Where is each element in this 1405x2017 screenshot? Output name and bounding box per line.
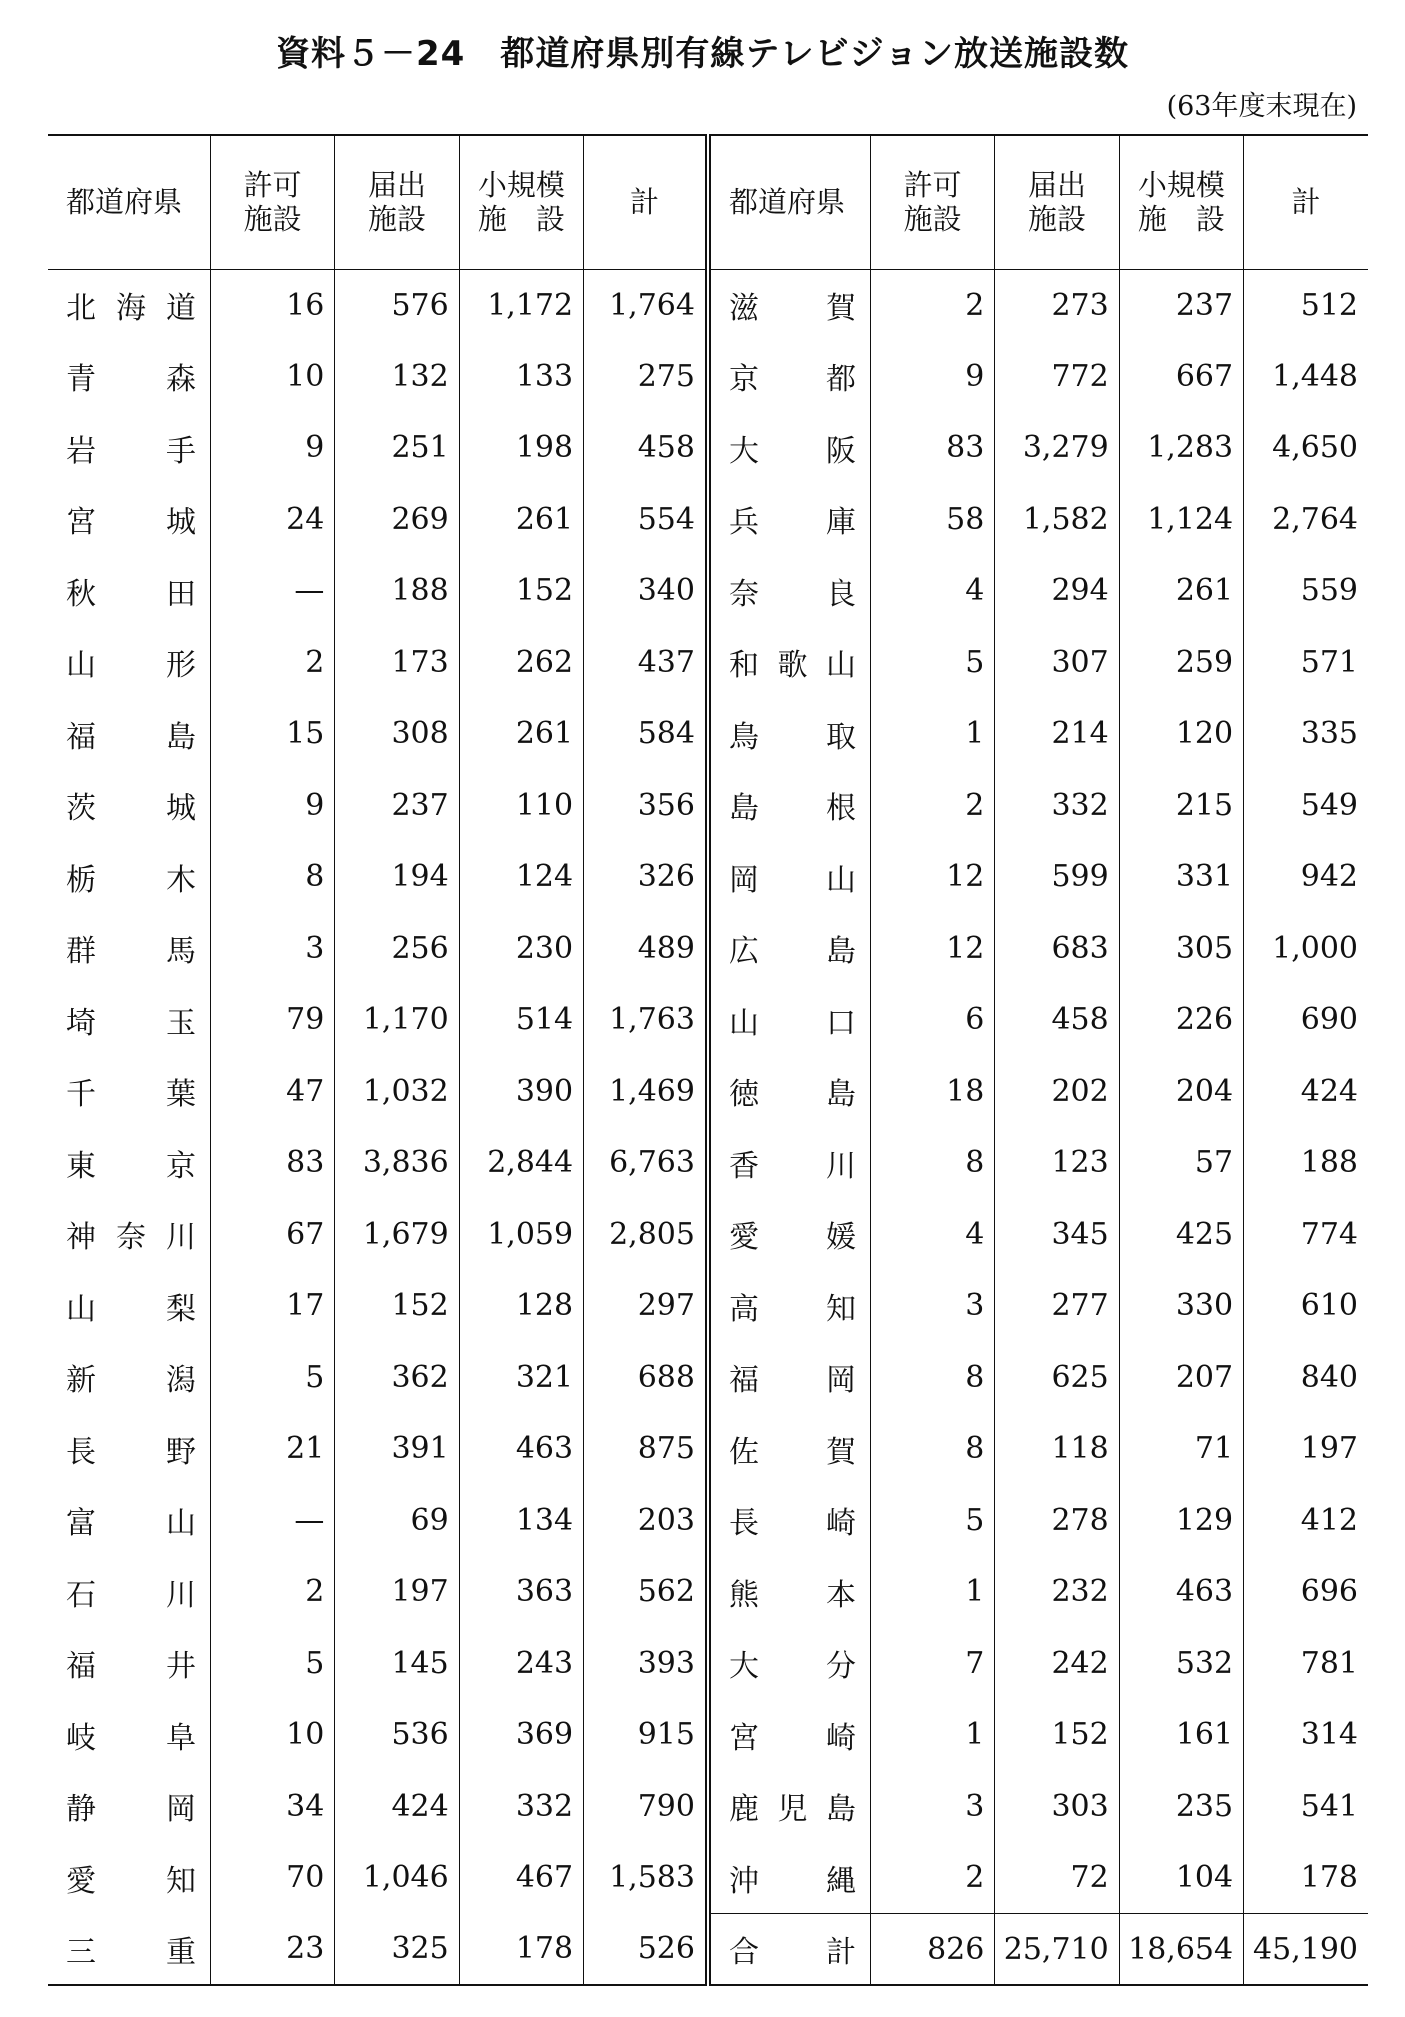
licensed-cell: 2 [210,1556,334,1628]
table-row [48,1485,1368,1557]
prefecture-cell: 福井 [66,1649,196,1685]
notified-cell: 273 [995,269,1119,341]
notified-cell: 345 [995,1199,1119,1271]
licensed-cell: 6 [870,984,994,1056]
prefecture-cell: 岩手 [66,433,196,469]
small-scale-cell: 667 [1119,341,1243,413]
small-scale-cell: 331 [1119,841,1243,913]
prefecture-cell: 合計 [708,1914,870,1986]
small-scale-cell: 110 [459,770,583,842]
prefecture-cell: 青森 [66,362,196,398]
licensed-cell: 5 [870,1485,994,1557]
prefecture-cell: 山梨 [66,1291,196,1327]
licensed-cell: 9 [870,341,994,413]
small-scale-cell: 134 [459,1485,583,1557]
prefecture-cell: 鳥取 [708,698,870,770]
small-scale-cell: 514 [459,984,583,1056]
table-row [48,1056,1368,1128]
notified-cell: 683 [995,913,1119,985]
licensed-cell: 5 [210,1342,334,1414]
total-cell: 203 [584,1485,708,1557]
notified-cell: 362 [335,1342,459,1414]
prefecture-cell: 石川 [66,1577,196,1613]
licensed-cell: 8 [870,1342,994,1414]
total-cell: 526 [584,1914,708,1986]
prefecture-cell: 埼玉 [66,1005,196,1041]
small-scale-cell: 463 [459,1413,583,1485]
cable-tv-facilities-table [48,134,1368,1986]
table-row [48,770,1368,842]
notified-cell: 458 [995,984,1119,1056]
notified-cell: 294 [995,555,1119,627]
small-scale-cell: 532 [1119,1628,1243,1700]
prefecture-cell: 大分 [708,1628,870,1700]
licensed-cell: 1 [870,1556,994,1628]
prefecture-cell: 愛媛 [708,1199,870,1271]
notified-cell: 237 [335,770,459,842]
notified-cell: 188 [335,555,459,627]
licensed-cell: 67 [210,1199,334,1271]
page-title: 資料５－24 都道府県別有線テレビジョン放送施設数 [276,34,1129,74]
total-cell: 942 [1244,841,1368,913]
notified-cell: 256 [335,913,459,985]
notified-cell: 1,582 [995,484,1119,556]
total-cell: 393 [584,1628,708,1700]
licensed-cell: 9 [210,770,334,842]
small-scale-cell: 128 [459,1270,583,1342]
small-scale-cell: 261 [459,484,583,556]
small-scale-cell: 18,654 [1119,1914,1243,1986]
notified-cell: 536 [335,1699,459,1771]
licensed-cell: 83 [870,412,994,484]
total-cell: 571 [1244,627,1368,699]
small-scale-cell: 230 [459,913,583,985]
table-row [48,1556,1368,1628]
table-row [48,341,1368,413]
notified-cell: 145 [335,1628,459,1700]
prefecture-cell: 熊本 [708,1556,870,1628]
prefecture-cell: 大阪 [708,412,870,484]
total-cell: 610 [1244,1270,1368,1342]
table-row [48,984,1368,1056]
licensed-cell: 24 [210,484,334,556]
small-scale-cell: 390 [459,1056,583,1128]
prefecture-cell: 高知 [708,1270,870,1342]
prefecture-cell: 山口 [708,984,870,1056]
notified-cell: 69 [335,1485,459,1557]
total-cell: 781 [1244,1628,1368,1700]
licensed-cell: 2 [210,627,334,699]
total-cell: 875 [584,1413,708,1485]
small-scale-cell: 198 [459,412,583,484]
notified-cell: 391 [335,1413,459,1485]
notified-cell: 332 [995,770,1119,842]
licensed-cell: 4 [870,1199,994,1271]
header-total: 計 [1244,135,1368,269]
prefecture-cell: 千葉 [66,1077,196,1113]
prefecture-cell: 山形 [66,648,196,684]
notified-cell: 251 [335,412,459,484]
prefecture-cell: 静岡 [66,1792,196,1828]
licensed-cell: 21 [210,1413,334,1485]
licensed-cell: 70 [210,1842,334,1914]
licensed-cell: — [210,555,334,627]
licensed-cell: 8 [210,841,334,913]
small-scale-cell: 1,172 [459,269,583,341]
total-cell: 1,448 [1244,341,1368,413]
small-scale-cell: 237 [1119,269,1243,341]
small-scale-cell: 226 [1119,984,1243,1056]
table-header [48,135,1368,269]
prefecture-cell: 京都 [708,341,870,413]
prefecture-cell: 福島 [66,719,196,755]
licensed-cell: 23 [210,1914,334,1986]
small-scale-cell: 305 [1119,913,1243,985]
total-cell: 562 [584,1556,708,1628]
licensed-cell: 1 [870,1699,994,1771]
small-scale-cell: 243 [459,1628,583,1700]
header-small-scale: 小規模 施 設 [459,135,583,269]
notified-cell: 625 [995,1342,1119,1414]
table-row [48,1127,1368,1199]
header-small-scale: 小規模 施 設 [1119,135,1243,269]
table-row [48,1413,1368,1485]
as-of-note: (63年度末現在) [1166,91,1357,122]
header-licensed: 許可 施設 [210,135,334,269]
prefecture-cell: 東京 [66,1148,196,1184]
header-notified: 届出 施設 [995,135,1119,269]
total-cell: 512 [1244,269,1368,341]
table-row [48,484,1368,556]
total-cell: 45,190 [1244,1914,1368,1986]
prefecture-cell: 北海道 [66,291,196,326]
licensed-cell: 1 [870,698,994,770]
small-scale-cell: 1,283 [1119,412,1243,484]
total-cell: 696 [1244,1556,1368,1628]
table-row [48,913,1368,985]
licensed-cell: 826 [870,1914,994,1986]
prefecture-cell: 兵庫 [708,484,870,556]
table-row [48,627,1368,699]
prefecture-cell: 島根 [708,770,870,842]
licensed-cell: 58 [870,484,994,556]
total-cell: 6,763 [584,1127,708,1199]
licensed-cell: 3 [870,1270,994,1342]
notified-cell: 242 [995,1628,1119,1700]
notified-cell: 152 [335,1270,459,1342]
licensed-cell: 8 [870,1413,994,1485]
small-scale-cell: 262 [459,627,583,699]
notified-cell: 277 [995,1270,1119,1342]
small-scale-cell: 363 [459,1556,583,1628]
table-row [48,1914,1368,1986]
small-scale-cell: 215 [1119,770,1243,842]
small-scale-cell: 1,124 [1119,484,1243,556]
licensed-cell: 12 [870,913,994,985]
total-cell: 178 [1244,1842,1368,1914]
table-row [48,1628,1368,1700]
prefecture-cell: 長野 [66,1434,196,1470]
total-cell: 541 [1244,1771,1368,1843]
small-scale-cell: 133 [459,341,583,413]
prefecture-cell: 宮城 [66,505,196,541]
small-scale-cell: 467 [459,1842,583,1914]
table-row [48,1270,1368,1342]
prefecture-cell: 愛知 [66,1863,196,1899]
licensed-cell: — [210,1485,334,1557]
table-row [48,412,1368,484]
prefecture-cell: 長崎 [708,1485,870,1557]
table-row [48,555,1368,627]
header-prefecture: 都道府県 [708,135,870,269]
notified-cell: 424 [335,1771,459,1843]
notified-cell: 1,679 [335,1199,459,1271]
total-cell: 458 [584,412,708,484]
notified-cell: 25,710 [995,1914,1119,1986]
notified-cell: 197 [335,1556,459,1628]
licensed-cell: 7 [870,1628,994,1700]
licensed-cell: 34 [210,1771,334,1843]
notified-cell: 3,279 [995,412,1119,484]
notified-cell: 278 [995,1485,1119,1557]
total-cell: 489 [584,913,708,985]
table-row [48,1199,1368,1271]
small-scale-cell: 332 [459,1771,583,1843]
licensed-cell: 3 [870,1771,994,1843]
licensed-cell: 15 [210,698,334,770]
small-scale-cell: 124 [459,841,583,913]
licensed-cell: 8 [870,1127,994,1199]
small-scale-cell: 204 [1119,1056,1243,1128]
notified-cell: 232 [995,1556,1119,1628]
prefecture-cell: 宮崎 [708,1699,870,1771]
total-cell: 1,764 [584,269,708,341]
licensed-cell: 16 [210,269,334,341]
licensed-cell: 10 [210,1699,334,1771]
total-cell: 314 [1244,1699,1368,1771]
small-scale-cell: 261 [459,698,583,770]
notified-cell: 303 [995,1771,1119,1843]
table-row [48,1771,1368,1843]
prefecture-cell: 岡山 [708,841,870,913]
licensed-cell: 2 [870,269,994,341]
prefecture-cell: 徳島 [708,1056,870,1128]
table-body [48,269,1368,1985]
total-cell: 437 [584,627,708,699]
licensed-cell: 5 [870,627,994,699]
notified-cell: 202 [995,1056,1119,1128]
total-cell: 2,805 [584,1199,708,1271]
total-cell: 1,000 [1244,913,1368,985]
notified-cell: 194 [335,841,459,913]
total-cell: 326 [584,841,708,913]
small-scale-cell: 120 [1119,698,1243,770]
prefecture-cell: 広島 [708,913,870,985]
notified-cell: 123 [995,1127,1119,1199]
table-row [48,841,1368,913]
licensed-cell: 47 [210,1056,334,1128]
table-row [48,698,1368,770]
licensed-cell: 79 [210,984,334,1056]
header-total: 計 [584,135,708,269]
total-cell: 297 [584,1270,708,1342]
notified-cell: 599 [995,841,1119,913]
notified-cell: 214 [995,698,1119,770]
notified-cell: 576 [335,269,459,341]
total-cell: 424 [1244,1056,1368,1128]
small-scale-cell: 71 [1119,1413,1243,1485]
small-scale-cell: 259 [1119,627,1243,699]
small-scale-cell: 330 [1119,1270,1243,1342]
total-cell: 2,764 [1244,484,1368,556]
licensed-cell: 2 [870,770,994,842]
notified-cell: 72 [995,1842,1119,1914]
small-scale-cell: 2,844 [459,1127,583,1199]
notified-cell: 308 [335,698,459,770]
small-scale-cell: 425 [1119,1199,1243,1271]
prefecture-cell: 栃木 [66,862,196,898]
prefecture-cell: 岐阜 [66,1720,196,1756]
licensed-cell: 17 [210,1270,334,1342]
small-scale-cell: 152 [459,555,583,627]
notified-cell: 118 [995,1413,1119,1485]
total-cell: 188 [1244,1127,1368,1199]
total-cell: 790 [584,1771,708,1843]
total-cell: 4,650 [1244,412,1368,484]
notified-cell: 1,170 [335,984,459,1056]
prefecture-cell: 神奈川 [66,1220,196,1256]
total-cell: 840 [1244,1342,1368,1414]
small-scale-cell: 235 [1119,1771,1243,1843]
licensed-cell: 5 [210,1628,334,1700]
small-scale-cell: 261 [1119,555,1243,627]
licensed-cell: 9 [210,412,334,484]
prefecture-cell: 佐賀 [708,1413,870,1485]
header-licensed: 許可 施設 [870,135,994,269]
total-cell: 554 [584,484,708,556]
notified-cell: 772 [995,341,1119,413]
small-scale-cell: 104 [1119,1842,1243,1914]
prefecture-cell: 滋賀 [708,269,870,341]
total-cell: 774 [1244,1199,1368,1271]
total-cell: 275 [584,341,708,413]
header-notified: 届出 施設 [335,135,459,269]
total-cell: 356 [584,770,708,842]
total-cell: 688 [584,1342,708,1414]
prefecture-cell: 福岡 [708,1342,870,1414]
total-cell: 335 [1244,698,1368,770]
small-scale-cell: 129 [1119,1485,1243,1557]
notified-cell: 3,836 [335,1127,459,1199]
notified-cell: 132 [335,341,459,413]
small-scale-cell: 321 [459,1342,583,1414]
total-cell: 1,469 [584,1056,708,1128]
header-prefecture: 都道府県 [48,135,210,269]
table-row [48,269,1368,341]
licensed-cell: 2 [870,1842,994,1914]
prefecture-cell: 新潟 [66,1363,196,1399]
small-scale-cell: 463 [1119,1556,1243,1628]
prefecture-cell: 群馬 [66,934,196,970]
total-cell: 584 [584,698,708,770]
total-cell: 690 [1244,984,1368,1056]
table-row [48,1699,1368,1771]
small-scale-cell: 161 [1119,1699,1243,1771]
prefecture-cell: 三重 [48,1914,210,1986]
total-cell: 197 [1244,1413,1368,1485]
licensed-cell: 83 [210,1127,334,1199]
notified-cell: 152 [995,1699,1119,1771]
prefecture-cell: 沖縄 [708,1842,870,1914]
small-scale-cell: 178 [459,1914,583,1986]
total-cell: 1,583 [584,1842,708,1914]
prefecture-cell: 鹿児島 [708,1771,870,1843]
notified-cell: 269 [335,484,459,556]
total-cell: 1,763 [584,984,708,1056]
prefecture-cell: 茨城 [66,791,196,827]
notified-cell: 1,032 [335,1056,459,1128]
prefecture-cell: 和歌山 [708,627,870,699]
prefecture-cell: 秋田 [66,576,196,612]
licensed-cell: 4 [870,555,994,627]
total-cell: 412 [1244,1485,1368,1557]
notified-cell: 307 [995,627,1119,699]
small-scale-cell: 369 [459,1699,583,1771]
total-cell: 549 [1244,770,1368,842]
total-cell: 340 [584,555,708,627]
small-scale-cell: 57 [1119,1127,1243,1199]
licensed-cell: 18 [870,1056,994,1128]
prefecture-cell: 富山 [66,1506,196,1542]
small-scale-cell: 207 [1119,1342,1243,1414]
table-row [48,1842,1368,1914]
licensed-cell: 12 [870,841,994,913]
prefecture-cell: 香川 [708,1127,870,1199]
licensed-cell: 3 [210,913,334,985]
licensed-cell: 10 [210,341,334,413]
total-cell: 915 [584,1699,708,1771]
notified-cell: 173 [335,627,459,699]
notified-cell: 1,046 [335,1842,459,1914]
prefecture-cell: 奈良 [708,555,870,627]
small-scale-cell: 1,059 [459,1199,583,1271]
total-cell: 559 [1244,555,1368,627]
notified-cell: 325 [335,1914,459,1986]
table-row [48,1342,1368,1414]
